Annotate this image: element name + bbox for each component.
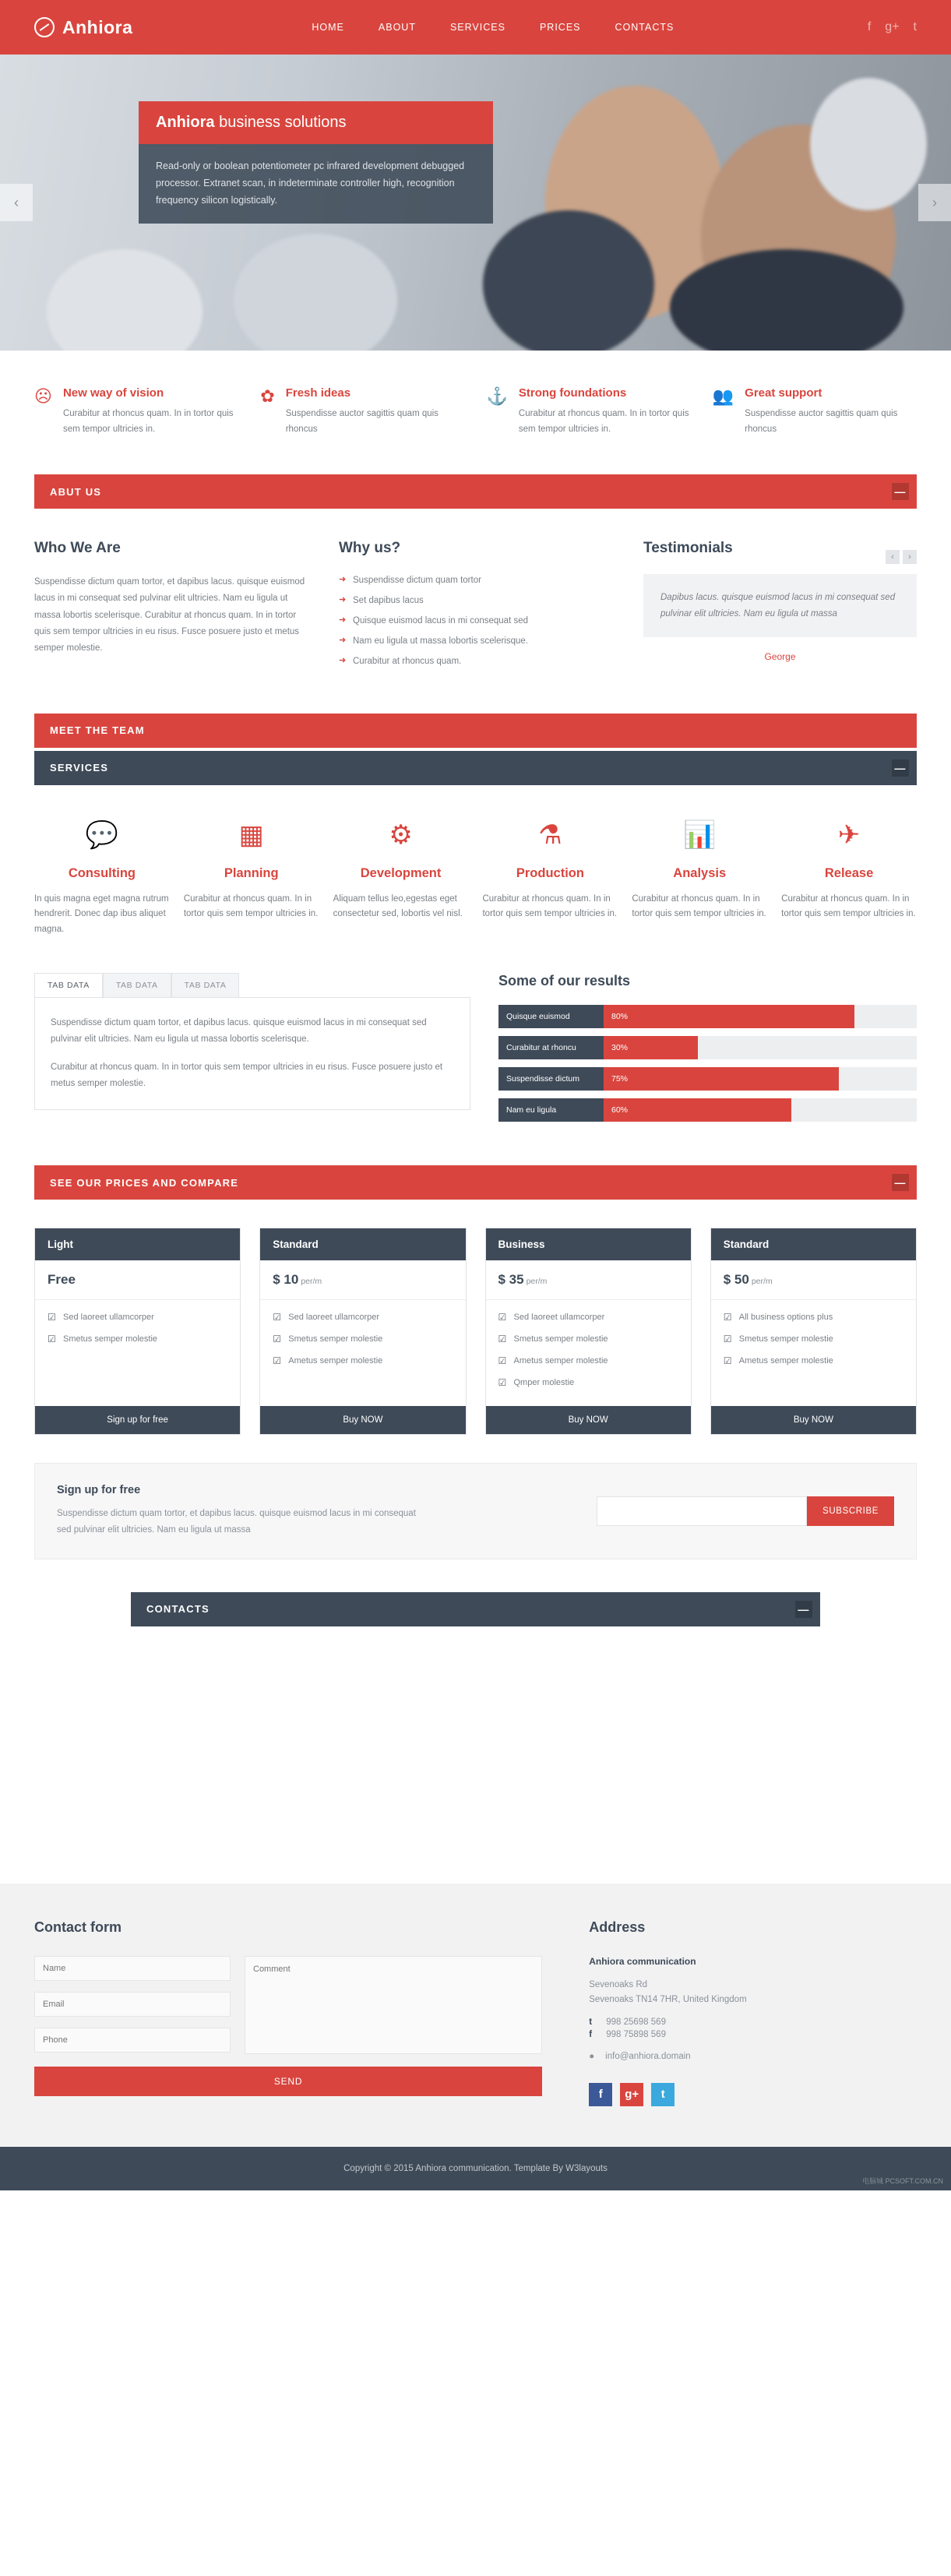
email-value[interactable]: info@anhiora.domain xyxy=(605,2051,691,2061)
phone-field[interactable] xyxy=(34,2028,231,2053)
binoculars-icon: ☹︎ xyxy=(34,386,52,406)
plan-price xyxy=(35,1260,240,1300)
chart-bar-row xyxy=(498,1067,917,1091)
chart-bar-track xyxy=(604,1098,917,1122)
list-item: ➜ Set dapibus lacus xyxy=(339,594,612,615)
signup-text: Suspendisse dictum quam tortor, et dapibus lacus. quisque euismod lacus in mi consequat sed pulvinar elit ultricies. Nam eu ligula ut massa xyxy=(57,1509,416,1535)
google-plus-icon[interactable]: g+ xyxy=(620,2083,643,2106)
twitter-icon[interactable]: t xyxy=(651,2083,675,2106)
logo[interactable] xyxy=(34,17,132,38)
chat-icon: 💬 xyxy=(85,819,119,850)
chart-bar-fill: 60% xyxy=(604,1098,791,1122)
plane-icon: ✈ xyxy=(837,819,861,850)
hero-title xyxy=(139,101,493,144)
chart-bar-label: Nam eu ligula xyxy=(498,1098,604,1122)
signup-form xyxy=(597,1496,894,1526)
service-title: Analysis xyxy=(673,865,727,880)
contacts-section-bar xyxy=(131,1592,820,1626)
signup-title: Sign up for free xyxy=(57,1484,141,1497)
hero-next-arrow[interactable]: › xyxy=(918,184,951,221)
service-text: Curabitur at rhoncus quam. In in tortor quis sem tempor ultricies in. xyxy=(632,893,766,919)
plan-card-standard-10 xyxy=(259,1228,466,1435)
feature-title: Fresh ideas xyxy=(285,386,351,400)
plan-cta-button[interactable]: Sign up for free xyxy=(35,1406,240,1434)
flask-icon: ⚗ xyxy=(538,819,562,850)
who-we-are-title: Who We Are xyxy=(34,540,121,557)
list-item: ➜ Nam eu ligula ut massa lobortis scelerisque. xyxy=(339,635,612,655)
map-area[interactable] xyxy=(0,1626,951,1884)
phone-row xyxy=(589,2017,917,2027)
who-we-are-text: Suspendisse dictum quam tortor, et dapibus lacus. quisque euismod lacus in mi consequat sed pulvinar elit ultricies. Nam eu ligula ut massa lobortis scelerisque. Curabitur at rhoncus quam. In in tortor quis sem tempor ultricies in eu risus. Fusce posuere justo et metus semper molestie. xyxy=(34,577,305,654)
plan-cta-button[interactable]: Buy NOW xyxy=(711,1406,916,1434)
nav-item-contacts[interactable]: CONTACTS xyxy=(615,22,675,33)
plan-price-period: per/m xyxy=(751,1277,773,1287)
contact-section xyxy=(0,1884,951,2147)
plan-price-value: $ 50 xyxy=(723,1272,749,1288)
pricing-bar-label: SEE OUR PRICES AND COMPARE xyxy=(50,1176,239,1189)
who-we-are-col xyxy=(34,540,308,675)
list-item: ➜ Curabitur at rhoncus quam. xyxy=(339,655,612,675)
tab-data-1[interactable]: TAB DATA xyxy=(34,973,103,997)
service-item-planning xyxy=(184,819,319,938)
plan-card-business xyxy=(485,1228,692,1435)
plan-feature: ☑ Ametus semper molestie xyxy=(498,1350,678,1372)
plan-name: Standard xyxy=(711,1228,916,1260)
plan-price xyxy=(486,1260,691,1300)
contact-form-title: Contact form xyxy=(34,1919,122,1935)
nav-item-home[interactable]: HOME xyxy=(312,22,344,33)
chart-bar-label: Quisque euismod xyxy=(498,1005,604,1028)
plan-price xyxy=(711,1260,916,1300)
service-item-consulting xyxy=(34,819,170,938)
plan-feature: ☑ Ametus semper molestie xyxy=(724,1350,903,1372)
tabs-and-results xyxy=(0,968,951,1165)
bullet-icon: ● xyxy=(589,2051,595,2061)
about-section-bar xyxy=(34,474,917,509)
chart-bar-row xyxy=(498,1036,917,1059)
service-item-analysis xyxy=(632,819,767,938)
plan-feature: ☑ Smetus semper molestie xyxy=(48,1328,227,1350)
plan-price-value: Free xyxy=(48,1272,76,1288)
service-title: Planning xyxy=(224,865,279,880)
plan-feature-list xyxy=(35,1300,240,1406)
anchor-icon: ⚓ xyxy=(486,386,508,406)
chart-bar-fill: 75% xyxy=(604,1067,839,1091)
plan-feature-list xyxy=(260,1300,465,1406)
plan-feature: ☑ Qmper molestie xyxy=(498,1372,678,1394)
name-field[interactable] xyxy=(34,1956,231,1981)
services-bar-label: SERVICES xyxy=(50,762,109,774)
feature-item xyxy=(260,386,464,437)
about-bar-label: ABUT US xyxy=(50,485,102,498)
company-name: Anhiora communication xyxy=(589,1955,696,1967)
plan-price-period: per/m xyxy=(301,1277,322,1287)
main-nav xyxy=(312,22,674,33)
feature-title: New way of vision xyxy=(62,386,164,400)
fax-row xyxy=(589,2030,917,2039)
plan-feature: ☑ All business options plus xyxy=(724,1306,903,1328)
site-footer xyxy=(0,2147,951,2190)
testimonial-quote: Dapibus lacus. quisque euismod lacus in mi consequat sed pulvinar elit ultricies. Nam eu ligula ut massa xyxy=(643,574,917,637)
logo-text: Anhiora xyxy=(62,16,133,37)
phone-label: t xyxy=(589,2017,593,2027)
address-title: Address xyxy=(589,1919,646,1935)
plan-name: Standard xyxy=(260,1228,465,1260)
contacts-toggle-icon[interactable]: — xyxy=(795,1601,812,1618)
plan-name: Business xyxy=(486,1228,691,1260)
service-text: In quis magna eget magna rutrum hendrerit. Donec dap ibus aliquet magna. xyxy=(34,893,169,934)
service-title: Release xyxy=(824,865,874,880)
header-socials xyxy=(868,20,917,34)
plan-name: Light xyxy=(35,1228,240,1260)
feature-text: Suspendisse auctor sagittis quam quis rhoncus xyxy=(745,409,898,434)
plan-cta-button[interactable]: Buy NOW xyxy=(260,1406,465,1434)
team-section-bar xyxy=(34,714,917,748)
hero-body: Read-only or boolean potentiometer pc infrared development debugged processor. Extranet scan, in indeterminate controller high, recognition frequency silicon logistically. xyxy=(139,144,493,224)
hero-caption xyxy=(139,101,493,224)
tab-data-3[interactable]: TAB DATA xyxy=(171,973,240,997)
twitter-icon[interactable]: t xyxy=(913,20,917,33)
service-text: Curabitur at rhoncus quam. In in tortor quis sem tempor ultricies in. xyxy=(482,893,618,919)
nav-item-services[interactable]: SERVICES xyxy=(449,22,505,33)
why-us-list xyxy=(339,574,612,675)
tab-data-2[interactable]: TAB DATA xyxy=(103,973,171,997)
plan-price-period: per/m xyxy=(526,1277,548,1287)
plan-price-value: $ 10 xyxy=(273,1272,299,1288)
copyright-text: Copyright © 2015 Anhiora communication. Template By W3layouts xyxy=(343,2163,608,2173)
testimonial-prev-icon[interactable]: ‹ xyxy=(886,550,900,564)
service-item-production xyxy=(482,819,618,938)
tab-paragraph-2: Curabitur at rhoncus quam. In in tortor quis sem tempor ultricies in eu risus. Fusce posuere justo et metus semper molestie. xyxy=(51,1062,443,1088)
contact-form-row xyxy=(34,1956,542,2054)
testimonial-author: George xyxy=(764,651,796,663)
list-item: ➜ Quisque euismod lacus in mi consequat sed xyxy=(339,615,612,635)
plan-feature: ☑ Smetus semper molestie xyxy=(724,1328,903,1350)
feature-title: Strong foundations xyxy=(518,386,627,400)
facebook-icon[interactable]: f xyxy=(867,20,872,33)
email-row xyxy=(589,2052,917,2061)
chart-icon: 📊 xyxy=(683,819,717,850)
services-toggle-icon[interactable]: — xyxy=(892,759,909,777)
pricing-section-bar xyxy=(34,1165,917,1200)
facebook-icon[interactable]: f xyxy=(589,2083,612,2106)
feature-text: Curabitur at rhoncus quam. In in tortor quis sem tempor ultricies in. xyxy=(62,409,234,434)
service-text: Curabitur at rhoncus quam. In in tortor quis sem tempor ultricies in. xyxy=(183,893,319,919)
contact-fields xyxy=(34,1956,231,2054)
service-item-development xyxy=(333,819,469,938)
plan-card-light xyxy=(34,1228,241,1435)
fax-value: 998 75898 569 xyxy=(606,2029,666,2039)
watermark: 电脑城 PCSOFT.COM.CN xyxy=(861,2176,943,2185)
service-title: Development xyxy=(360,865,442,880)
chart-bar-fill: 30% xyxy=(604,1036,698,1059)
address-street: Sevenoaks Rd xyxy=(589,1979,648,1989)
feature-item xyxy=(713,386,917,437)
group-icon: 👥 xyxy=(712,386,734,406)
feature-item xyxy=(487,386,691,437)
email-field[interactable] xyxy=(34,1992,231,2017)
footer-socials xyxy=(589,2083,917,2106)
contact-form-col xyxy=(34,1919,542,2106)
phone-value: 998 25698 569 xyxy=(606,2017,666,2027)
feature-item xyxy=(34,386,238,437)
signup-email-input[interactable] xyxy=(597,1496,807,1526)
service-item-release xyxy=(781,819,917,938)
feature-text: Suspendisse auctor sagittis quam quis rhoncus xyxy=(285,409,439,434)
tab-paragraph-1: Suspendisse dictum quam tortor, et dapibus lacus. quisque euismod lacus in mi consequat sed pulvinar elit ultricies. Nam eu ligula ut massa lobortis scelerisque. xyxy=(51,1018,427,1045)
service-title: Consulting xyxy=(68,865,136,880)
hero-title-strong: Anhiora xyxy=(156,114,215,131)
contacts-bar-wrapper xyxy=(131,1559,820,1626)
why-us-title: Why us? xyxy=(339,540,401,557)
testimonials-title: Testimonials xyxy=(643,540,733,557)
nav-item-prices[interactable]: PRICES xyxy=(539,22,581,33)
plan-price xyxy=(260,1260,465,1300)
list-item: ➜ Suspendisse dictum quam tortor xyxy=(339,574,612,594)
service-text: Curabitur at rhoncus quam. In in tortor quis sem tempor ultricies in. xyxy=(781,893,916,919)
plan-feature: ☑ Sed laoreet ullamcorper xyxy=(48,1306,227,1328)
chart-bar-label: Curabitur at rhoncu xyxy=(498,1036,604,1059)
tab-strip xyxy=(34,973,470,997)
plan-feature: ☑ Sed laoreet ullamcorper xyxy=(273,1306,453,1328)
testimonials-nav xyxy=(886,550,917,564)
plan-feature: ☑ Smetus semper molestie xyxy=(498,1328,678,1350)
testimonials-header xyxy=(643,540,917,574)
pricing-toggle-icon[interactable]: — xyxy=(892,1174,909,1191)
address-col xyxy=(589,1919,917,2106)
google-plus-icon[interactable]: g+ xyxy=(885,20,900,33)
plan-feature: ☑ Ametus semper molestie xyxy=(273,1350,453,1372)
hero-title-light: business solutions xyxy=(214,114,347,131)
results-chart xyxy=(498,973,917,1129)
testimonials-col xyxy=(643,540,917,675)
chart-bar-track xyxy=(604,1036,917,1059)
service-text: Aliquam tellus leo,egestas eget consectetur sed, lobortis vel nisl. xyxy=(333,893,463,919)
tab-content xyxy=(34,997,470,1110)
plan-card-standard-50 xyxy=(710,1228,917,1435)
contacts-bar-label: CONTACTS xyxy=(146,1603,210,1616)
feature-text: Curabitur at rhoncus quam. In in tortor quis sem tempor ultricies in. xyxy=(518,409,689,434)
chart-bar-fill: 80% xyxy=(604,1005,854,1028)
address-city: Sevenoaks TN14 7HR, United Kingdom xyxy=(589,1995,747,2005)
testimonial-next-icon[interactable]: › xyxy=(903,550,917,564)
hero-slider xyxy=(0,55,951,351)
why-us-col xyxy=(339,540,612,675)
about-section xyxy=(0,509,951,691)
plan-feature-list xyxy=(711,1300,916,1406)
hero-prev-arrow[interactable]: ‹ xyxy=(0,184,33,221)
subscribe-button[interactable]: SUBSCRIBE xyxy=(807,1496,894,1526)
chart-bar-row xyxy=(498,1005,917,1028)
signup-copy xyxy=(57,1484,597,1538)
plan-cta-button[interactable]: Buy NOW xyxy=(486,1406,691,1434)
leaf-icon: ✿ xyxy=(260,386,275,406)
plan-feature: ☑ Smetus semper molestie xyxy=(273,1328,453,1350)
services-grid xyxy=(0,785,951,969)
services-section-bar xyxy=(34,751,917,785)
chart-bar-label: Suspendisse dictum xyxy=(498,1067,604,1091)
chart-bar-row xyxy=(498,1098,917,1122)
plan-price-value: $ 35 xyxy=(498,1272,524,1288)
about-toggle-icon[interactable]: — xyxy=(892,483,909,500)
feature-title: Great support xyxy=(745,386,822,400)
results-title: Some of our results xyxy=(498,973,631,989)
gears-icon: ⚙ xyxy=(389,819,413,850)
tabs-panel xyxy=(34,973,470,1129)
chart-bar-track xyxy=(604,1067,917,1091)
nav-item-about[interactable]: ABOUT xyxy=(378,22,416,33)
newsletter-signup xyxy=(34,1463,917,1559)
service-title: Production xyxy=(516,865,584,880)
chart-bar-track xyxy=(604,1005,917,1028)
plan-feature-list xyxy=(486,1300,691,1406)
pricing-grid xyxy=(0,1200,951,1435)
calendar-icon: ▦ xyxy=(238,819,264,850)
send-button[interactable]: SEND xyxy=(34,2067,542,2096)
site-header xyxy=(0,0,951,55)
team-bar-label: MEET THE TEAM xyxy=(50,724,145,737)
fax-label: f xyxy=(589,2029,593,2039)
logo-icon xyxy=(34,17,55,37)
comment-field[interactable] xyxy=(245,1956,542,2054)
features-row xyxy=(0,351,951,474)
plan-feature: ☑ Sed laoreet ullamcorper xyxy=(498,1306,678,1328)
